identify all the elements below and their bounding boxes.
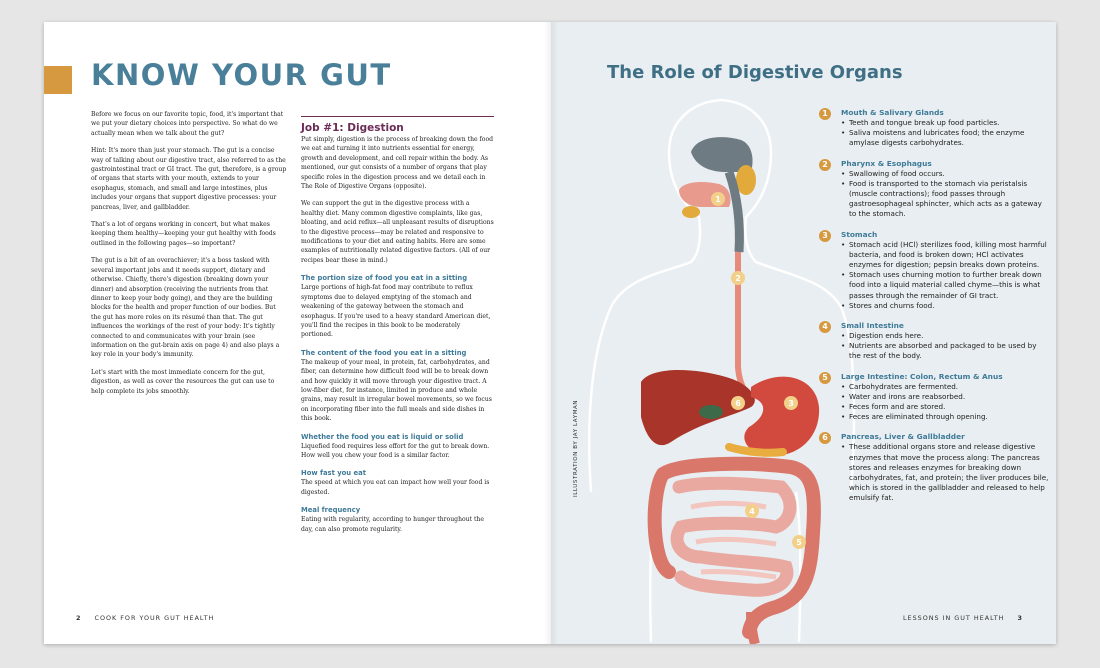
organ-item — [819, 432, 1049, 503]
subheading: Whether the food you eat is liquid or solid — [301, 432, 464, 441]
paragraph: We can support the gut in the digestive process with a healthy diet. Many common digestive complaints, like gas, bloating, and acid reflux—all unpleasant results of disruptions to the digestive process—may be related and responsive to modifications to your diet and eating habits. Here are some examples of nutritionally related digestive factors. (All of our recipes bear these in mind.) — [301, 200, 494, 264]
subheading: The content of the food you eat in a sitting — [301, 348, 467, 357]
marker-5 — [792, 535, 806, 549]
paragraph: Put simply, digestion is the process of breaking down the food we eat and turning it into nutrients essential for energy, growth and development, and cell repair within the body. As mentioned, our gut consists of a number of organs that play specific roles in the digestion process and we detail each in The Role of Digestive Organs (opposite). — [301, 136, 494, 191]
paragraph: The speed at which you eat can impact how well your food is digested. — [301, 479, 490, 496]
organ-item — [819, 108, 1049, 149]
paragraph: Hint: It's more than just your stomach. The gut is a concise way of talking about our digestive tract, also referred to as the gastrointestinal tract or GI tract. The gut, therefore, is a group of organs that starts with your mouth, extends to your esophagus, stomach, and small and large intestines, plus includes your organs that support digestive processes: your pancreas, liver, and gallbladder. — [91, 147, 287, 211]
organ-name: Large Intestine: Colon, Rectum & Anus — [841, 371, 1003, 381]
marker-label: 5 — [796, 538, 802, 547]
marker-3 — [784, 396, 798, 410]
organ-list — [819, 108, 1049, 514]
organ-name: Small Intestine — [841, 321, 904, 331]
marker-label: 4 — [749, 507, 755, 516]
salivary-gland — [736, 165, 756, 195]
right-footer — [903, 614, 1033, 622]
organ-item — [819, 372, 1049, 423]
number-badge: 1 — [819, 108, 831, 120]
organ-point: • Stores and churns food. — [849, 301, 1049, 311]
organ-name: Mouth & Salivary Glands — [841, 108, 944, 117]
left-footer — [76, 614, 214, 622]
number-badge: 3 — [819, 230, 831, 242]
organ-item — [819, 230, 1049, 311]
organ-point: • Water and irons are reabsorbed. — [849, 392, 1049, 402]
heading-rule — [301, 116, 494, 117]
number-badge: 4 — [819, 321, 831, 333]
page-number: 2 — [76, 614, 82, 622]
organ-point: • Saliva moistens and lubricates food; the enzyme amylase digests carbohydrates. — [849, 128, 1049, 148]
illustration-credit: ILLUSTRATION BY JAY LAYMAN — [573, 399, 579, 497]
marker-1 — [711, 192, 725, 206]
paragraph: Before we focus on our favorite topic, food, it's important that we put your dietary choices into perspective. So what do we actually mean when we talk about the gut? — [91, 111, 284, 137]
subheading: The portion size of food you eat in a sitting — [301, 274, 468, 283]
organ-point: • Stomach uses churning motion to further break down food into a liquid material called chyme—this is what passes through the remainder of GI tract. — [849, 270, 1049, 301]
organ-point: • These additional organs store and release digestive enzymes that move the process along: The pancreas stores and releases enzymes for breaking down carbohydrates, fat, and protein; the liver produces bile, which is stored in the gallbladder and released to help emulsify fat. — [849, 442, 1049, 503]
diagram-title: The Role of Digestive Organs — [607, 62, 903, 83]
organ-point: • Feces are eliminated through opening. — [849, 412, 1049, 422]
paragraph: Eating with regularity, according to hunger throughout the day, can also promote regularity. — [301, 516, 484, 533]
number-badge: 6 — [819, 432, 831, 444]
subheading: How fast you eat — [301, 469, 366, 478]
salivary-gland-small — [682, 206, 700, 218]
organ-name: Pancreas, Liver & Gallbladder — [841, 432, 965, 442]
organ-point: • Digestion ends here. — [849, 331, 1049, 341]
right-page — [551, 22, 1056, 644]
page-number: 3 — [1017, 614, 1023, 622]
organ-name: Pharynx & Esophagus — [841, 158, 932, 168]
gallbladder — [699, 405, 723, 419]
marker-label: 6 — [735, 399, 741, 408]
paragraph: Liquefied food requires less effort for the gut to break down. How well you chew your food is a similar factor. — [301, 442, 490, 459]
organ-name: Stomach — [841, 229, 878, 239]
paragraph: That's a lot of organs working in concert, but what makes keeping them healthy—keeping your gut healthy with foods outlined in the following pages—so important? — [91, 221, 276, 247]
organ-point: • Food is transported to the stomach via peristalsis (muscle contractions); food passes through gastroesophageal sphincter, which acts as a gateway to the stomach. — [849, 179, 1049, 220]
organ-point: • Teeth and tongue break up food particles. — [849, 118, 1049, 128]
book-gutter — [544, 22, 558, 644]
organ-point: • Nutrients are absorbed and packaged to be used by the rest of the body. — [849, 341, 1049, 361]
organ-item — [819, 159, 1049, 220]
paragraph: Let's start with the most immediate concern for the gut, digestion, as well as cover the resources the gut can use to help complete its jobs smoothly. — [91, 368, 275, 395]
organ-point: • Carbohydrates are fermented. — [849, 382, 1049, 392]
marker-label: 2 — [735, 274, 741, 283]
subheading: Meal frequency — [301, 506, 361, 515]
organ-point: • Swallowing of food occurs. — [849, 169, 1049, 179]
page-title: KNOW YOUR GUT — [91, 58, 392, 92]
marker-6 — [731, 396, 745, 410]
section-heading: Job #1: Digestion — [301, 122, 404, 134]
rectum — [751, 612, 755, 644]
left-page — [44, 22, 551, 644]
left-column — [91, 110, 287, 404]
right-column — [301, 116, 494, 542]
orange-accent-block — [44, 66, 72, 94]
organ-point: • Stomach acid (HCl) sterilizes food, killing most harmful bacteria, and food is broken down; HCl activates enzymes for digestion; pepsin breaks down proteins. — [849, 240, 1049, 271]
book-spread — [44, 22, 1056, 644]
marker-4 — [745, 504, 759, 518]
marker-2 — [731, 271, 745, 285]
running-footer: COOK FOR YOUR GUT HEALTH — [94, 614, 215, 622]
organ-point: • Feces form and are stored. — [849, 402, 1049, 412]
number-badge: 5 — [819, 372, 831, 384]
paragraph: The makeup of your meal, in protein, fat, carbohydrates, and fiber, can determine how difficult food will be to break down and how quickly it will move through your digestive tract. A low-fiber diet, for instance, limited in produce and whole grains, may result in irregular bowel movements, so we focus on incorporating fiber into the full meals and side dishes in this book. — [301, 358, 492, 423]
organ-item — [819, 321, 1049, 362]
stomach — [744, 377, 819, 456]
running-footer: LESSONS IN GUT HEALTH — [903, 614, 1005, 622]
marker-label: 1 — [715, 195, 721, 204]
marker-label: 3 — [788, 399, 794, 408]
paragraph: Large portions of high-fat food may contribute to reflux symptoms due to delayed emptying of the stomach and weakening of the gateway between the stomach and esophagus. If you're used to a heavy standard American diet, you'll find the recipes in this book to be moderately portioned. — [301, 284, 491, 339]
paragraph: The gut is a bit of an overachiever; it's a boss tasked with several important jobs and it needs support, dietary and otherwise. Chiefly, there's digestion (breaking down your dinner) and absorption (receiving the nutrients from that dinner to keep your body going), and they are the building blocks for the health and proper function of our bodies. But the gut has more roles on its résumé than that. The gut influences the workings of the rest of your body: It's tightly connected to and communicates with your brain (see information on the gut-brain axis on page 4) and also plays a key role in your body's immunity. — [91, 257, 280, 359]
number-badge: 2 — [819, 159, 831, 171]
